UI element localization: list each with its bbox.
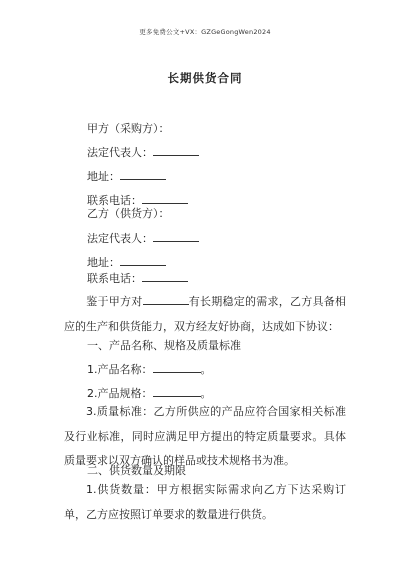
supply-quantity-text: 1.供货数量：甲方根据实际需求向乙方下达采购订单，乙方应按照订单要求的数量进行供货。: [64, 483, 346, 521]
supply-quantity-paragraph: [64, 478, 346, 527]
party-b-phone-line: [87, 271, 188, 286]
party-b-address-blank[interactable]: [120, 255, 166, 266]
party-a-rep-line: [87, 145, 199, 160]
product-name-end: 。: [200, 363, 212, 376]
party-b-label: 乙方（供货方）：: [87, 207, 170, 220]
party-b-phone-blank[interactable]: [142, 271, 188, 282]
document-title: 长期供货合同: [167, 71, 243, 85]
party-b-rep-blank[interactable]: [153, 231, 199, 242]
intro-text-before: 鉴于甲方对: [86, 295, 143, 308]
section1-item2-line: [87, 386, 212, 401]
party-a-phone-label: 联系电话：: [87, 194, 142, 207]
party-a-address-label: 地址：: [87, 170, 120, 183]
party-a-label: 甲方（采购方）：: [87, 122, 170, 135]
product-spec-end: 。: [200, 387, 212, 400]
party-a-rep-label: 法定代表人：: [87, 146, 153, 159]
intro-paragraph: [64, 290, 346, 339]
party-a-address-line: [87, 169, 166, 184]
party-b-rep-label: 法定代表人：: [87, 232, 153, 245]
product-name-label: 1.产品名称：: [87, 363, 153, 376]
party-b-address-label: 地址：: [87, 256, 120, 269]
party-b-rep-line: [87, 231, 199, 246]
party-b-phone-label: 联系电话：: [87, 272, 142, 285]
party-a-address-blank[interactable]: [120, 169, 166, 180]
header-note: 更多免费公文+VX：GZGeGongWen2024: [139, 28, 271, 36]
quality-standard-text: 3.质量标准：乙方所供应的产品应符合国家相关标准及行业标准，同时应满足甲方提出的特定质量要求。具体质量要求以双方确认的样品或技术规格书为准。: [64, 405, 346, 467]
party-a-phone-blank[interactable]: [142, 193, 188, 204]
section1-heading: 一、产品名称、规格及质量标准: [87, 339, 241, 352]
section1-item1-line: [87, 362, 212, 377]
intro-text-after: 有长期稳定的需求，乙方具备相应的生产和供货能力，双方经友好协商，达成如下协议：: [64, 295, 346, 333]
product-spec-label: 2.产品规格：: [87, 387, 153, 400]
party-a-phone-line: [87, 193, 188, 208]
product-spec-blank[interactable]: [153, 386, 201, 397]
product-name-blank[interactable]: [153, 362, 201, 373]
party-a-rep-blank[interactable]: [153, 145, 199, 156]
section2-heading: 二、供货数量及期限: [87, 464, 186, 477]
party-b-address-line: [87, 255, 166, 270]
intro-product-blank[interactable]: [143, 294, 189, 305]
quality-standard-paragraph: [64, 400, 346, 474]
